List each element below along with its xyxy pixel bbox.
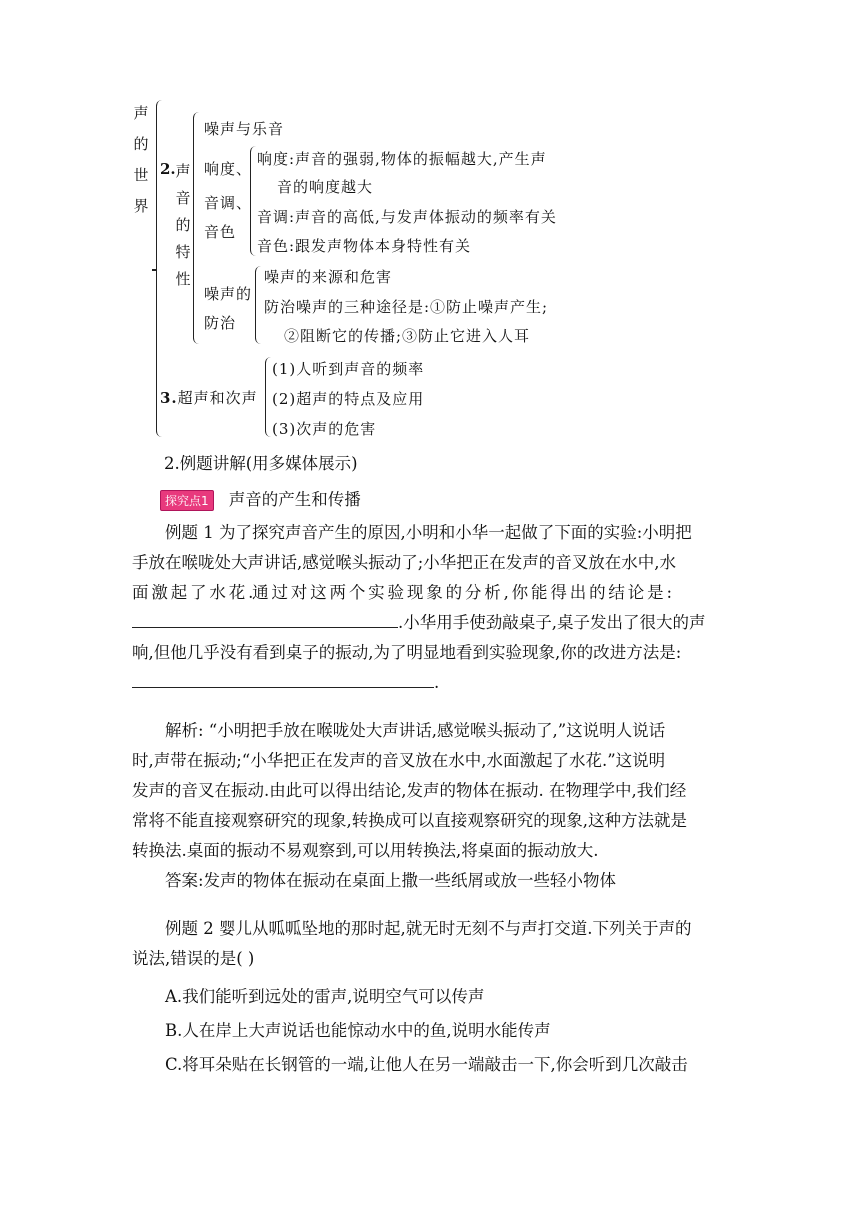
- example1-line-4: [132, 608, 729, 638]
- example2-line-2: 说法,错误的是( ): [132, 949, 255, 968]
- example1-line-5: 响,但他几乎没有看到桌子的振动,为了明显地看到实验现象,你的改进方法是:: [132, 643, 682, 662]
- loudness-line-1: 响度:声音的强弱,物体的振幅越大,产生声: [257, 150, 547, 168]
- analysis-line-1: 解析: “小明把手放在喉咙处大声讲话,感觉喉头振动了,”这说明人说话: [165, 721, 666, 740]
- sec2-num: 2.: [160, 160, 176, 178]
- example1-line-3: 面 激 起 了 水 花 .通 过 对 这 两 个 实 验 现 象 的 分 析 , 你 能 得 出 的 结 论 是 :: [132, 583, 671, 602]
- noise-ctrl-label-2: 防治: [204, 314, 237, 332]
- sec3-num: 3.: [160, 389, 178, 407]
- sec3-item-2: (2)超声的特点及应用: [272, 390, 425, 408]
- answer-blank-2[interactable]: [132, 671, 434, 688]
- props-label-1: 响度、: [204, 160, 253, 178]
- example1-line-1: 例题 1 为了探究声音产生的原因,小明和小华一起做了下面的实验:小明把: [165, 523, 692, 542]
- option-a: A.我们能听到远处的雷声,说明空气可以传声: [165, 987, 485, 1006]
- example2-line-1: 例题 2 婴儿从呱呱坠地的那时起,就无时无刻不与声打交道.下列关于声的: [165, 919, 692, 938]
- example2: [132, 914, 729, 1080]
- root-label: 声的世界: [133, 104, 149, 215]
- root-brace-tip: [152, 269, 157, 271]
- analysis-line-2: 时,声带在振动;“小华把正在发声的音叉放在水中,水面激起了水花.”这说明: [132, 751, 666, 770]
- props-label-3: 音色: [204, 223, 237, 241]
- example1: [132, 518, 729, 698]
- props-label-2: 音调、: [204, 194, 253, 212]
- sec2-label: 声音的特性: [175, 162, 191, 288]
- noise-ways-line-1: 防治噪声的三种途径是:①防止噪声产生;: [264, 298, 549, 316]
- option-c: C.将耳朵贴在长钢管的一端,让他人在另一端敲击一下,你会听到几次敲击: [165, 1055, 688, 1074]
- sec3-visible-text: 超声和次声: [177, 389, 258, 407]
- explore-title: 声音的产生和传播: [228, 490, 361, 509]
- analysis-line-4: 常将不能直接观察研究的现象,转换成可以直接观察研究的现象,这种方法就是: [132, 811, 687, 830]
- explore-tag: 探究点1: [160, 490, 214, 511]
- loudness-line-2: 音的响度越大: [277, 178, 374, 196]
- analysis: [132, 716, 729, 866]
- noise-source-line: 噪声的来源和危害: [264, 268, 393, 286]
- noise-ctrl-label-1: 噪声的: [204, 285, 253, 303]
- noise-ways-line-2: ②阻断它的传播;③防止它进入人耳: [284, 327, 531, 345]
- sec3-item-3: (3)次声的危害: [272, 420, 377, 438]
- sec2-brace: [193, 112, 202, 344]
- example1-line-2: 手放在喉咙处大声讲话,感觉喉头振动了;小华把正在发声的音叉放在水中,水: [132, 553, 677, 572]
- section-heading: 2.例题讲解(用多媒体展示): [164, 454, 358, 473]
- example1-line-6: [132, 668, 729, 698]
- answer-line: 答案:发声的物体在振动在桌面上撒一些纸屑或放一些轻小物体: [165, 871, 617, 890]
- analysis-line-3: 发声的音叉在振动.由此可以得出结论,发声的物体在振动. 在物理学中,我们经: [132, 781, 687, 800]
- sec3-label: [160, 387, 258, 408]
- example1-line-6-end: .: [434, 673, 440, 692]
- sec3-item-1: (1)人听到声音的频率: [272, 360, 425, 378]
- explore-point: [160, 486, 361, 511]
- noise-music-label: 噪声与乐音: [204, 120, 285, 138]
- pitch-line: 音调:声音的高低,与发声体振动的频率有关: [257, 208, 557, 226]
- analysis-line-5: 转换法.桌面的振动不易观察到,可以用转换法,将桌面的振动放大.: [132, 841, 599, 860]
- option-b: B.人在岸上大声说话也能惊动水中的鱼,说明水能传声: [165, 1021, 551, 1040]
- example1-line-4-text: .小华用手使劲敲桌子,桌子发出了很大的声: [398, 613, 706, 632]
- timbre-line: 音色:跟发声物体本身特性有关: [257, 237, 472, 255]
- noise-ctrl-brace: [255, 266, 263, 344]
- answer-blank-1[interactable]: [132, 611, 398, 628]
